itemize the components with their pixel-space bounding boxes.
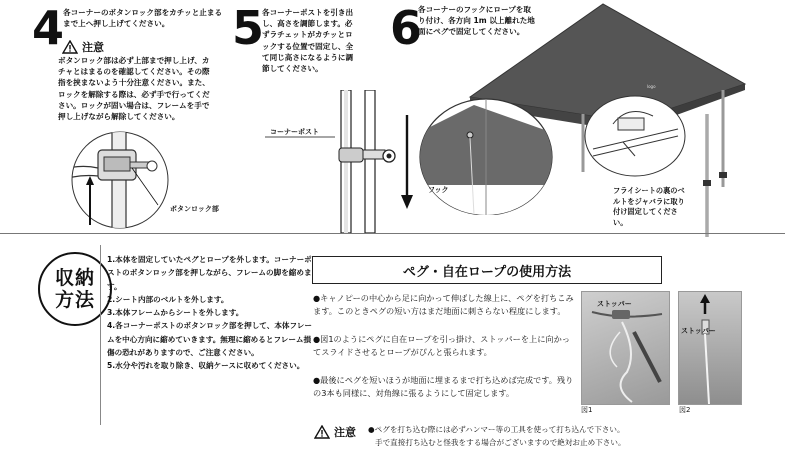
peg-bullet-3: ●最後にペグを短いほうが地面に埋まるまで打ち込めば完成です。残りの3本も同様に、対角線に張るようにして固定します。: [313, 375, 574, 399]
hook-closeup: [414, 95, 559, 215]
list-item: 1.本体を固定していたペグとロープを外します。コーナーポストのボタンロック部を押しながら、フレームの脚を縮めます。: [107, 255, 312, 291]
fly-sheet-label: フライシートの裏のベルトをジャバラに取り付け固定してください。: [613, 186, 685, 227]
warning-icon: [62, 40, 78, 54]
peg-section-title: ペグ・自在ロープの使用方法: [312, 256, 662, 284]
down-arrow-icon: [400, 115, 414, 210]
list-item: 3.本体フレームからシートを外します。: [107, 308, 244, 318]
step-4-caution-header: [62, 39, 104, 55]
stopper-label-fig1: ストッパー: [597, 300, 632, 308]
step-4-illustration: [60, 130, 170, 233]
peg-caution-header: [314, 424, 356, 440]
step-6-text: 各コーナーのフックにロープを取り付け、各方向 1m 以上離れた地面にペグで固定してください。: [418, 5, 535, 37]
fly-sheet-closeup: [583, 94, 688, 184]
figure-2-photo: [678, 291, 742, 405]
warning-icon: [314, 425, 330, 439]
step-6-number: 6: [390, 1, 421, 55]
peg-caution-line-1: ●ペグを打ち込む際には必ずハンマー等の工具を使って打ち込んで下さい。: [368, 425, 625, 434]
caution-title: 注意: [82, 41, 104, 54]
caution-title: 注意: [334, 426, 356, 439]
stopper-label-fig2: ストッパー: [681, 327, 716, 335]
storage-steps-list: [107, 253, 312, 373]
step-4-number: 4: [32, 1, 63, 55]
peg-bullet-2: ●図1のようにペグに自在ロープを引っ掛け、ストッパーを上に向かってスライドさせるとロープがぴんと張られます。: [313, 334, 570, 358]
step-4-text: 各コーナーのボタンロック部をカチッと止まるまで上へ押し上げてください。: [63, 8, 223, 29]
step-5-text: 各コーナーポストを引き出し、高さを調節します。必ずラチェットがカチッとロックする位置で固定し、全て同じ高さになるように調節してください。: [262, 8, 354, 74]
svg-text:logo: logo: [647, 84, 656, 89]
list-item: 4.各コーナーポストのボタンロック部を押して、本体フレームを中心方向に縮めていきます。無理に縮めるとフレーム損傷の恐れがありますので、ご注意ください。: [107, 321, 312, 358]
corner-post-label: コーナーポスト: [270, 128, 319, 136]
figure-2-caption: 図2: [679, 406, 691, 414]
step-5-number: 5: [232, 1, 263, 55]
figure-1-caption: 図1: [581, 406, 593, 414]
peg-bullet-1: ●キャノピーの中心から足に向かって伸ばした線上に、ペグを打ちこみます。このときペグの短い方はまだ地面に刺さらない程度にします。: [313, 293, 574, 317]
step-5-illustration: [265, 90, 405, 233]
button-lock-label: ボタンロック部: [170, 205, 219, 213]
list-item: 2.シート内部のベルトを外します。: [107, 294, 229, 304]
peg-caution-line-2: 手で直接打ち込むと怪我をする場合がございますので絶対お止め下さい。: [375, 438, 626, 447]
section-divider: [0, 233, 785, 234]
hook-label: フック: [428, 186, 449, 194]
step-4-caution-text: ボタンロック部は必ず上部まで押し上げ、カチャとはまるのを確認してください。その際指を挟まないよう十分注意ください。また、ロックを解除する際は、必ず手で行ってください。ロックが固い場合は、フレームを手で押し上げながら解除してください。: [58, 56, 210, 122]
storage-title-line1: 収納: [54, 267, 95, 289]
storage-rule: [100, 245, 101, 425]
list-item: 5.水分や汚れを取り除き、収納ケースに収めてください。: [107, 361, 305, 371]
storage-title-line2: 方法: [54, 289, 95, 311]
